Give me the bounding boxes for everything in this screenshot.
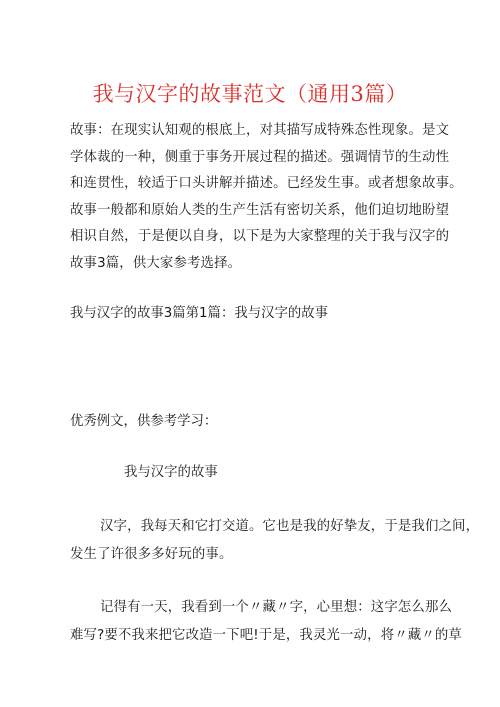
intro-line: 故事一般都和原始人类的生产生活有密切关系，他们迫切地盼望 <box>70 202 450 218</box>
intro-line: 和连贯性，较适于口头讲解并描述。已经发生事。或者想象故事。 <box>70 176 463 192</box>
paragraph-line: 记得有一天，我看到一个〃藏〃字，心里想：这字怎么那么 <box>100 600 453 615</box>
paragraph-line: 汉字，我每天和它打交道。它也是我的好挚友，于是我们之间， <box>100 519 480 534</box>
intro-line: 相识自然，于是便以自身，以下是为大家整理的关于我与汉字的 <box>70 229 450 245</box>
intro-line: 故事3篇，供大家参考选择。 <box>70 255 242 271</box>
paragraph-line: 发生了许很多多好玩的事。 <box>70 547 233 562</box>
section-subheading: 我与汉字的故事3篇第1篇：我与汉字的故事 <box>70 306 329 321</box>
sample-label: 优秀例文，供参考学习： <box>70 414 218 429</box>
intro-paragraph <box>70 118 463 278</box>
intro-line: 故事：在现实认知观的根底上，对其描写成特殊态性现象。是文 <box>70 123 450 138</box>
story-title: 我与汉字的故事 <box>124 465 218 480</box>
document-title: 我与汉字的故事范文（通用3篇） <box>92 82 408 106</box>
story-paragraph-1 <box>70 513 480 569</box>
story-paragraph-2 <box>70 594 462 650</box>
paragraph-line: 难写?要不我来把它改造一下吧!于是，我灵光一动，将〃藏〃的草 <box>70 628 462 643</box>
intro-line: 学体裁的一种，侧重于事务开展过程的描述。强调情节的生动性 <box>70 149 450 165</box>
